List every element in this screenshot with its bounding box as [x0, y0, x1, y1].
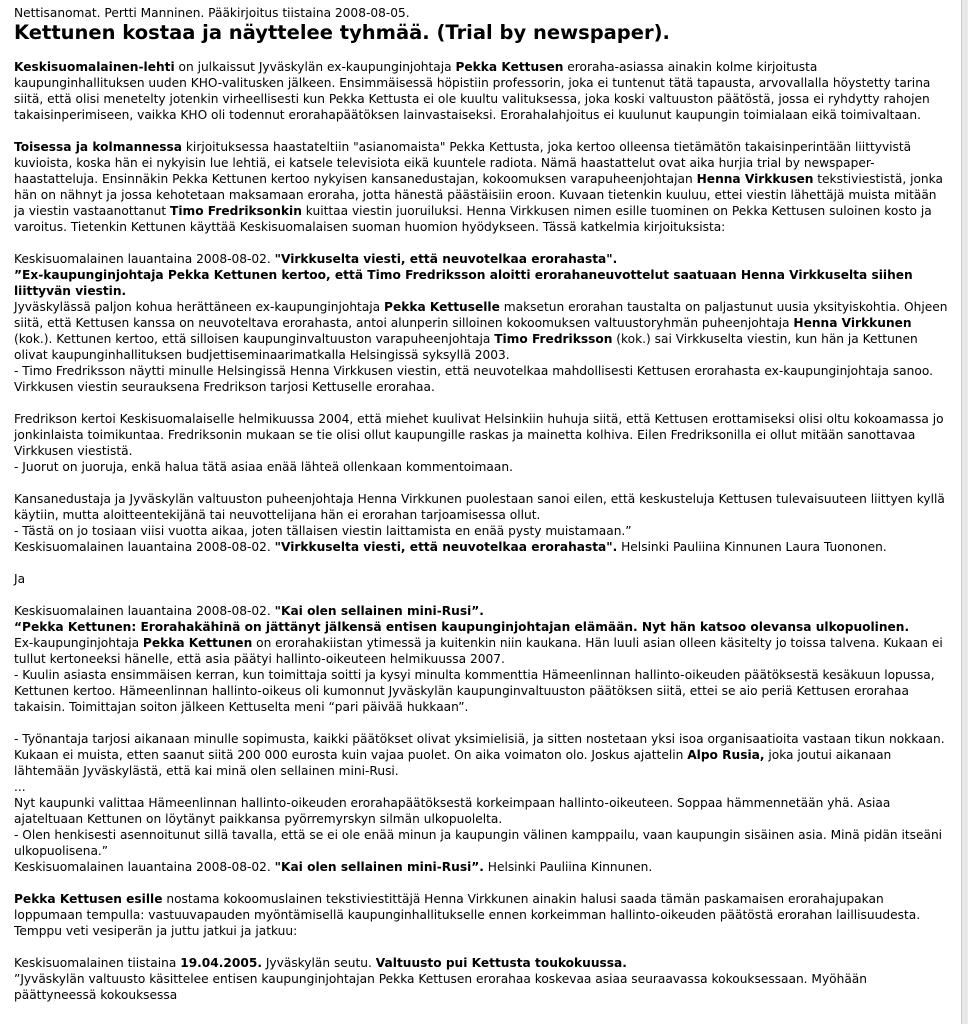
quote-2-paragraph-1: Ex-kaupunginjohtaja Pekka Kettunen on erorahakiistan ytimessä ja kuitenkin niin kaukana. Hän luuli asian olleen käsitelty jo toissa talvena. Kukaan ei tullut kertoneeksi hänelle, että asia päätyi hallinto-oikeuteen helmikuussa 2007. [14, 636, 943, 666]
last-title: Valtuusto pui Kettusta toukokuussa. [375, 956, 627, 970]
quote-2 [14, 603, 950, 875]
second-paragraph: Toisessa ja kolmannessa kirjoituksessa haastateltiin "asianomaista" Pekka Kettusta, joka kertoo olleensa tietämätön takaisinperintään liittyvistä kuvioista, koska hän ei nykyisin lue lehtiä, ei katsele televisiota eikä kuuntele radiota. Nämä haastattelut ovat aika hurjia trial by newspaper-haastatteluja. Ensinnäkin Pekka Kettunen kertoo nykyisen kansanedustajan, kokoomuksen varapuheenjohtajan Henna Virkkusen tekstiviestistä, jonka hän on nähnyt ja jossa kehotetaan maksamaan eroraha, jotta hänestä päästäisiin eroon. Kuvaan tietenkin kuuluu, ettei viestin lähettäjä muista mitään ja viestin vastaanottanut Timo Fredriksonkin kuittaa viestin juoruiluksi. Henna Virkkusen nimen esille tuominen on Pekka Kettusen suloinen kosto ja varoitus. Tietenkin Kettunen käyttää Keskisuomalaisen suoman huomion hyödykseen. Tässä katkelmia kirjoituksista: [14, 140, 943, 234]
quote-1-title: "Virkkuselta viesti, että neuvotelkaa erorahasta". [274, 252, 618, 266]
last-source: Keskisuomalainen tiistaina 19.04.2005. Jyväskylän seutu. Valtuusto pui Kettusta toukokuussa. [14, 956, 627, 970]
last-excerpt [14, 955, 950, 1003]
closing-lead: Pekka Kettusen esille [14, 892, 163, 906]
second-name-2: Timo Fredriksonkin [170, 204, 302, 218]
quote-2-ellipsis: ... [14, 780, 26, 794]
quote-2-subhead: “Pekka Kettunen: Erorahakähinä on jättänyt jälkensä entisen kaupunginjohtajan elämään. Nyt hän katsoo olevansa ulkopuolinen. [14, 620, 910, 634]
last-cut-line: ”Jyväskylän valtuusto käsittelee entisen kaupunginjohtajan Pekka Kettusen erorahaa koskevaa asiaa seuraavassa kokouksessaan. Myöhään päättyneessä kokouksessa [14, 972, 867, 1002]
quote-1-paragraph-1: Jyväskylässä paljon kohua herättäneen ex-kaupunginjohtaja Pekka Kettuselle maksetun erorahan taustalta on paljastunut uusia yksityiskohtia. Ohjeen siitä, että Kettusen kanssa on neuvoteltava erorahasta, antoi alunperin silloinen kokoomuksen valtuustoryhmän puheenjohtaja Henna Virkkunen (kok.). Kettunen kertoo, että silloisen kaupunginvaltuuston varapuheenjohtaja Timo Fredriksson (kok.) sai Virkkuselta viestin, kun hän ja Kettunen olivat kaupunginhallituksen budjettiseminaarimatkalla Helsingissä syksyllä 2003. [14, 300, 948, 362]
quote-2-dash-2: - Työnantaja tarjosi aikanaan minulle sopimusta, kaikki päätökset olivat yksimielisiä, ja sitten nostetaan yksi isoa organisaatioita vastaan tikun nokkaan. Kukaan ei muista, etten saanut siitä 200 000 eurosta kuin vajaa puolet. On aika voimaton olo. Joskus ajattelin Alpo Rusia, joka joutui aikanaan lähtemään Jyväskylästä, että kai minä olen sellainen mini-Rusi. [14, 732, 945, 778]
quote-1-subhead: ”Ex-kaupunginjohtaja Pekka Kettunen kertoo, että Timo Fredriksson aloitti erorahaneuvottelut saatuaan Henna Virkkuselta siihen liittyvän viestin. [14, 268, 913, 298]
byline: Nettisanomat. Pertti Manninen. Pääkirjoitus tiistaina 2008-08-05. [14, 6, 410, 20]
and-separator: Ja [14, 572, 26, 586]
quote-1 [14, 251, 950, 555]
headline: Kettunen kostaa ja näyttelee tyhmää. (Trial by newspaper). [14, 21, 670, 44]
quote-2-dash-3: - Olen henkisesti asennoitunut sillä tavalla, että se ei ole enää minun ja kaupungin välinen kamppailu, vaan kaupungin sisäinen asia. Minä pidän itseäni ulkopuolisena.” [14, 828, 943, 858]
quote-2-citation: Keskisuomalainen lauantaina 2008-08-02. "Kai olen sellainen mini-Rusi”. Helsinki Pauliina Kinnunen. [14, 860, 653, 874]
quote-2-dash-1: - Kuulin asiasta ensimmäisen kerran, kun toimittaja soitti ja kysyi minulta kommenttia Hämeenlinnan hallinto-oikeuden päätöksestä kesäkuun lopussa, Kettunen kertoo. Hämeenlinnan hallinto-oikeus oli kumonnut Jyväskylän kaupunginvaltuuston päätöksen siitä, ettei se aio periä Kettusen erorahaa takaisin. Toimittajan soiton jälkeen Kettuselta meni “pari päivää hukkaan”. [14, 668, 935, 714]
quote-1-citation: Keskisuomalainen lauantaina 2008-08-02. "Virkkuselta viesti, että neuvotelkaa erorahasta". Helsinki Pauliina Kinnunen Laura Tuononen. [14, 540, 887, 554]
intro-paragraph: Keskisuomalainen-lehti on julkaissut Jyväskylän ex-kaupunginjohtaja Pekka Kettusen eroraha-asiassa ainakin kolme kirjoitusta kaupunginhallituksen uuden KHO-valitusken jälkeen. Ensimmäisessä höpistiin professorin, joka ei tuntenut tätä tapausta, arvovallalla höystetty tarina siitä, että olisi menetelty jotenkin virheellisesti kun Pekka Kettusta ei ole kuultu valituksessa, joka koski valtuuston päätöstä, jossa ei ryhdytty rahojen takaisinperimiseen, vaikka KHO oli todennut erorahapäätöksen lainvastaiseksi. Erorahalahjoitus ei kuulunut kaupungin toimialaan eikä toimivaltaan. [14, 60, 931, 122]
intro-name: Pekka Kettusen [455, 60, 564, 74]
quote-1-dash-3: - Tästä on jo tosiaan viisi vuotta aikaa, joten tällaisen viestin laittamista en enää pysty muistamaan.” [14, 524, 632, 538]
quote-1-paragraph-2: Fredrikson kertoi Keskisuomalaiselle helmikuussa 2004, että miehet kuulivat Helsinkiin huhuja siitä, että Kettusen erottamiseksi olisi oltu kokoamassa jo jonkinlaista toimikuntaa. Fredriksonin mukaan se tie olisi ollut kaupungille raskas ja mainetta kolhiva. Eilen Fredriksonilla ei ollut mitään sanottavaa Virkkusen viestistä. [14, 412, 944, 458]
closing-paragraph: Pekka Kettusen esille nostama kokoomuslainen tekstiviestittäjä Henna Virkkunen ainakin halusi saada tämän paskamaisen erorahajupakan loppumaan tempulla: vastuuvapauden myöntämisellä kaupunginhallitukselle ennen korkeimman hallinto-oikeuden päätöstä erorahan laillisuudesta. Temppu veti vesiperän ja juttu jatkui ja jatkuu: [14, 892, 921, 938]
quote-1-dash-2: - Juorut on juoruja, enkä halua tätä asiaa enää lähteä ollenkaan kommentoimaan. [14, 460, 513, 474]
second-name-1: Henna Virkkusen [696, 172, 814, 186]
quote-2-title: "Kai olen sellainen mini-Rusi”. [274, 604, 484, 618]
vertical-scrollbar[interactable] [961, 0, 968, 1024]
quote-1-paragraph-3: Kansanedustaja ja Jyväskylän valtuuston puheenjohtaja Henna Virkkunen puolestaan sanoi eilen, että keskusteluja Kettusen tulevaisuuteen liittyen kyllä käytiin, mutta aloitteentekijänä tai neuvottelijana hän ei erorahan tarjoamisessa ollut. [14, 492, 945, 522]
quote-1-source: Keskisuomalainen lauantaina 2008-08-02. "Virkkuselta viesti, että neuvotelkaa erorahasta". [14, 252, 618, 266]
quote-2-source: Keskisuomalainen lauantaina 2008-08-02. "Kai olen sellainen mini-Rusi”. [14, 604, 484, 618]
second-lead: Toisessa ja kolmannessa [14, 140, 182, 154]
intro-lead: Keskisuomalainen-lehti [14, 60, 175, 74]
quote-2-paragraph-3: Nyt kaupunki valittaa Hämeenlinnan hallinto-oikeuden erorahapäätöksestä korkeimpaan hallinto-oikeuteen. Soppaa hämmennetään yhä. Asiaa ajateltuaan Kettunen on löytänyt paikkansa pyörremyrskyn silmän ulkopuolelta. [14, 796, 891, 826]
quote-1-dash-1: - Timo Fredriksson näytti minulle Helsingissä Henna Virkkusen viestin, että neuvotelkaa mahdollisesti Kettusen erorahasta ex-kaupunginjohtaja sanoo. Virkkusen viestin seurauksena Fredrikson tarjosi Kettuselle erorahaa. [14, 364, 933, 394]
article [14, 5, 950, 1003]
